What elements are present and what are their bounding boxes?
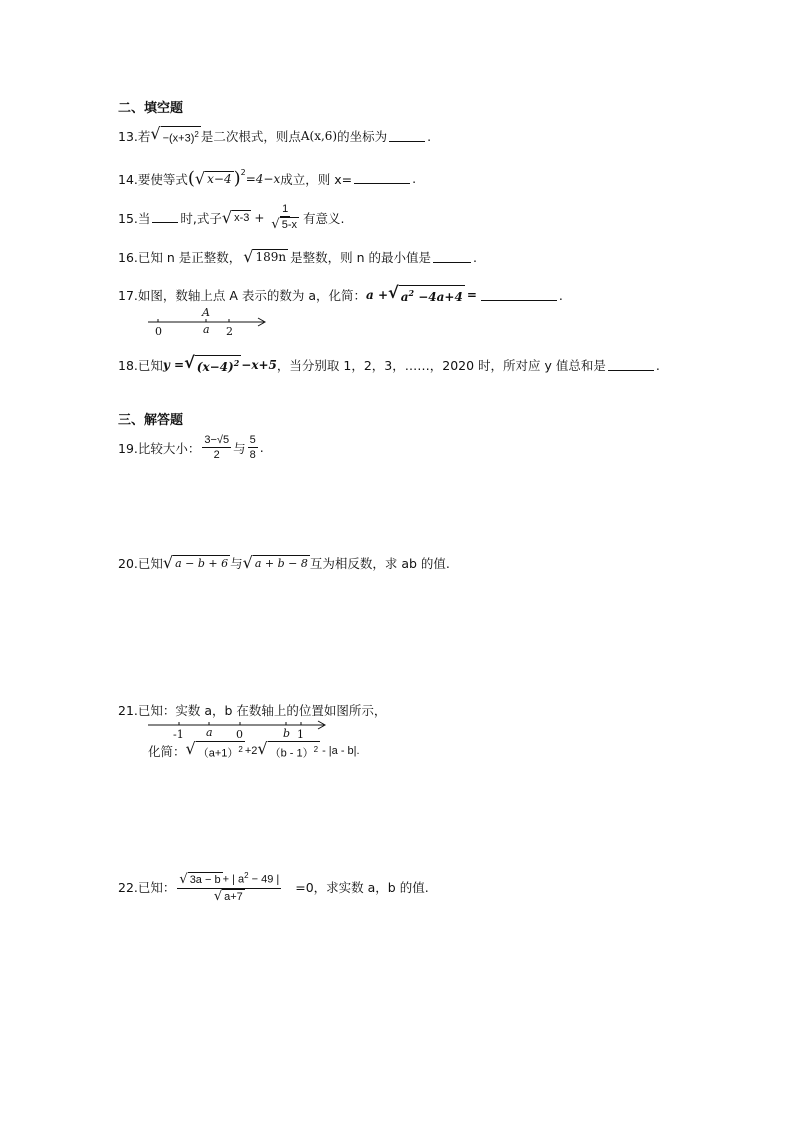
q21-label-0: 0 xyxy=(236,728,243,740)
section-title-solve: 三、解答题 xyxy=(118,413,184,428)
q16-number: 16.已知 n 是正整数， xyxy=(118,250,242,265)
question-19 xyxy=(118,433,264,462)
q14-paren-right: ) xyxy=(233,168,241,189)
q19-end: . xyxy=(259,440,264,455)
q13-answer-blank[interactable] xyxy=(389,131,425,142)
q17-expr-a: a + xyxy=(366,288,389,302)
question-17 xyxy=(118,285,563,305)
q16-answer-blank[interactable] xyxy=(433,252,471,263)
section-title-fill-in: 二、填空题 xyxy=(118,101,184,116)
q17-label-A: A xyxy=(202,306,210,319)
q17-number-line xyxy=(146,306,270,338)
q14-answer-blank[interactable] xyxy=(354,173,410,184)
q14-radical: √ x−4 xyxy=(194,168,232,188)
q18-rest: −x+5 xyxy=(241,358,277,372)
q20-number: 20.已知 xyxy=(118,556,163,571)
q19-fraction-1 xyxy=(202,433,231,462)
q15-tail: 有意义. xyxy=(303,210,345,226)
q15-frac-den: 5-x xyxy=(281,219,297,231)
question-20 xyxy=(118,554,450,572)
q18-radical: √ $(x-4)^2$ xyxy=(184,353,240,374)
q17-radical: √ $a^2 -4a+4$ xyxy=(388,283,463,304)
q20-radical-2: √ a + b − 8 xyxy=(242,553,308,572)
q13-radical: √ $-(x+3)^2$ xyxy=(150,124,199,145)
q19-fraction-2 xyxy=(248,433,258,462)
q13-point: A(x,6) xyxy=(300,129,338,144)
q14-tail: 成立，则 x= xyxy=(280,171,353,187)
q14-number: 14.要使等式 xyxy=(118,171,188,187)
q16-end: . xyxy=(472,249,477,265)
q18-number: 18.已知 xyxy=(118,358,163,373)
q19-f1-num: 3−√5 xyxy=(204,434,230,446)
q18-answer-blank[interactable] xyxy=(608,360,654,371)
question-18 xyxy=(118,355,660,375)
q15-plus: + xyxy=(254,210,265,225)
q13-end: . xyxy=(427,128,432,144)
q14-rhs: =4−x xyxy=(245,171,281,186)
q19-mid: 与 xyxy=(233,440,246,456)
question-15 xyxy=(118,202,344,233)
q17-label-a: a xyxy=(203,323,210,336)
q15-frac-num: 1 xyxy=(282,203,289,215)
q15-text: 时,式子 xyxy=(180,210,222,226)
q18-tail: ，当分别取 1，2，3，……，2020 时，所对应 y 值总和是 xyxy=(276,358,606,373)
q14-end: . xyxy=(412,171,417,186)
question-13 xyxy=(118,126,431,147)
q22-tail: =0，求实数 a，b 的值. xyxy=(295,879,429,895)
q22-number: 22.已知： xyxy=(118,879,176,895)
q22-fraction xyxy=(177,869,281,905)
q13-text: 是二次根式，则点 xyxy=(200,129,301,145)
question-14 xyxy=(118,168,416,189)
q21-tail: - |a - b|. xyxy=(322,745,360,758)
q20-mid: 与 xyxy=(230,556,243,571)
q13-tail: 的坐标为 xyxy=(337,129,388,145)
q19-f2-den: 8 xyxy=(249,449,256,461)
q19-f1-den: 2 xyxy=(213,449,220,461)
q14-paren-left: ( xyxy=(187,168,195,189)
q21-plus2: +2 xyxy=(244,745,258,758)
q15-radical: √ x-3 xyxy=(221,207,250,227)
q21-label-b: b xyxy=(283,727,291,740)
q22-numerator: √ 3a − b + | $a^2 - 49$ | xyxy=(179,871,280,887)
q21-radical-1: √ $(a+1)^2$ xyxy=(185,739,243,760)
q19-number: 19.比较大小： xyxy=(118,440,201,456)
q17-number: 17.如图，数轴上点 A 表示的数为 a，化简： xyxy=(118,288,367,303)
q21-simplify-label: 化简： xyxy=(148,744,186,760)
q17-label-2: 2 xyxy=(226,325,233,338)
q15-answer-blank[interactable] xyxy=(152,212,178,223)
q20-tail: 互为相反数，求 ab 的值. xyxy=(309,556,450,571)
q13-number: 13.若 xyxy=(118,129,151,145)
q17-label-0: 0 xyxy=(155,325,162,338)
question-22 xyxy=(118,869,429,905)
q15-number: 15.当 xyxy=(118,210,151,226)
q21-radical-2: √ （b - 1）$^2$ xyxy=(257,739,319,760)
q21-number-line xyxy=(146,716,330,740)
question-16 xyxy=(118,248,477,266)
q16-radical: √ 189n xyxy=(243,247,287,266)
q21-simplify-line xyxy=(148,741,360,762)
q17-end: . xyxy=(558,287,563,303)
q18-end: . xyxy=(655,357,660,373)
q21-label-1: 1 xyxy=(297,728,304,740)
q16-tail: 是整数，则 n 的最小值是 xyxy=(290,250,431,265)
q18-expr-y: y = xyxy=(162,358,185,372)
q19-f2-num: 5 xyxy=(249,434,256,446)
q15-fraction: 1 √ 5-x xyxy=(271,203,297,232)
q17-equals: = xyxy=(466,288,477,302)
q21-label-minus1: -1 xyxy=(173,728,184,740)
q14-exponent: 2 xyxy=(240,168,246,177)
q22-denominator: √ a+7 xyxy=(213,888,243,904)
question-21-text: 21.已知：实数 a，b 在数轴上的位置如图所示， xyxy=(118,703,387,718)
q20-radical-1: √ a − b + 6 xyxy=(162,553,229,572)
q21-label-a: a xyxy=(206,726,213,739)
q17-answer-blank[interactable] xyxy=(481,290,557,301)
